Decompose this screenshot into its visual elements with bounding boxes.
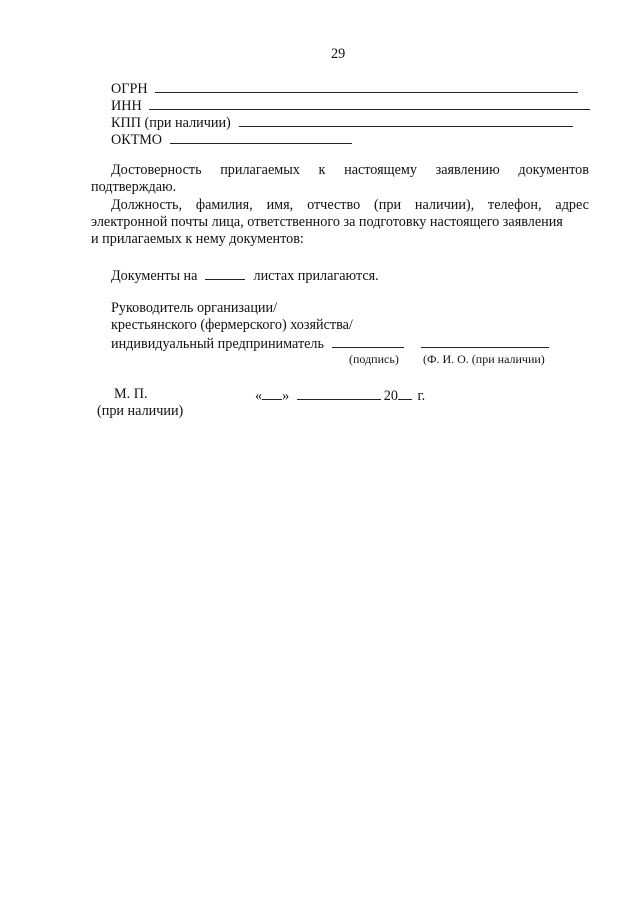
confirm-paragraph-line-1 (111, 163, 589, 177)
sheets-count-blank (205, 267, 245, 280)
responsible-paragraph-line-3: и прилагаемых к нему документов: (91, 231, 304, 247)
word: настоящему (344, 162, 417, 178)
word: телефон, (488, 197, 542, 213)
oktmo-blank (170, 131, 352, 144)
day-blank (262, 387, 282, 400)
word: имя, (266, 197, 294, 213)
ogrn-label: ОГРН (111, 81, 148, 97)
confirm-paragraph-line-2: подтверждаю. (91, 179, 177, 195)
inn-row (111, 97, 590, 113)
kpp-blank (239, 114, 573, 127)
kpp-label: КПП (при наличии) (111, 115, 231, 131)
signature-blank (332, 335, 404, 348)
date-close-quote: » (282, 388, 290, 404)
word: Достоверность (111, 162, 202, 178)
year-suffix: г. (417, 388, 426, 404)
oktmo-label: ОКТМО (111, 132, 163, 148)
year-prefix: 20 (383, 388, 398, 404)
word: отчество (307, 197, 361, 213)
ogrn-blank (155, 80, 578, 93)
inn-label: ИНН (111, 98, 142, 114)
date-line (255, 387, 425, 403)
word: документов (518, 162, 589, 178)
signatory-line-3 (111, 335, 549, 351)
word: заявлению (435, 162, 500, 178)
stamp-note: (при наличии) (97, 403, 184, 419)
documents-attached-before: Документы на (111, 268, 198, 284)
signatory-role: индивидуальный предприниматель (111, 336, 324, 352)
responsible-paragraph-line-2: электронной почты лица, ответственного за подготовку настоящего заявления (91, 214, 563, 230)
year-blank (398, 387, 412, 400)
word: Должность, (111, 197, 183, 213)
oktmo-row (111, 131, 352, 147)
inn-blank (149, 97, 590, 110)
kpp-row (111, 114, 573, 130)
word: наличии), (414, 197, 475, 213)
stamp-label: М. П. (114, 386, 148, 402)
word: к (318, 162, 326, 178)
signatory-line-2: крестьянского (фермерского) хозяйства/ (111, 317, 353, 333)
full-name-caption: (Ф. И. О. (при наличии) (423, 352, 545, 366)
ogrn-row (111, 80, 578, 96)
word: фамилия, (195, 197, 253, 213)
signature-caption: (подпись) (349, 352, 399, 366)
full-name-blank (421, 335, 549, 348)
word: прилагаемых (220, 162, 300, 178)
date-open-quote: « (255, 388, 263, 404)
page-number: 29 (331, 46, 346, 62)
signatory-line-1: Руководитель организации/ (111, 300, 278, 316)
responsible-paragraph-line-1 (111, 198, 589, 212)
word: (при (374, 197, 402, 213)
documents-attached-line (111, 267, 379, 283)
word: адрес (555, 197, 589, 213)
documents-attached-after: листах прилагаются. (253, 268, 379, 284)
month-blank (297, 387, 381, 400)
